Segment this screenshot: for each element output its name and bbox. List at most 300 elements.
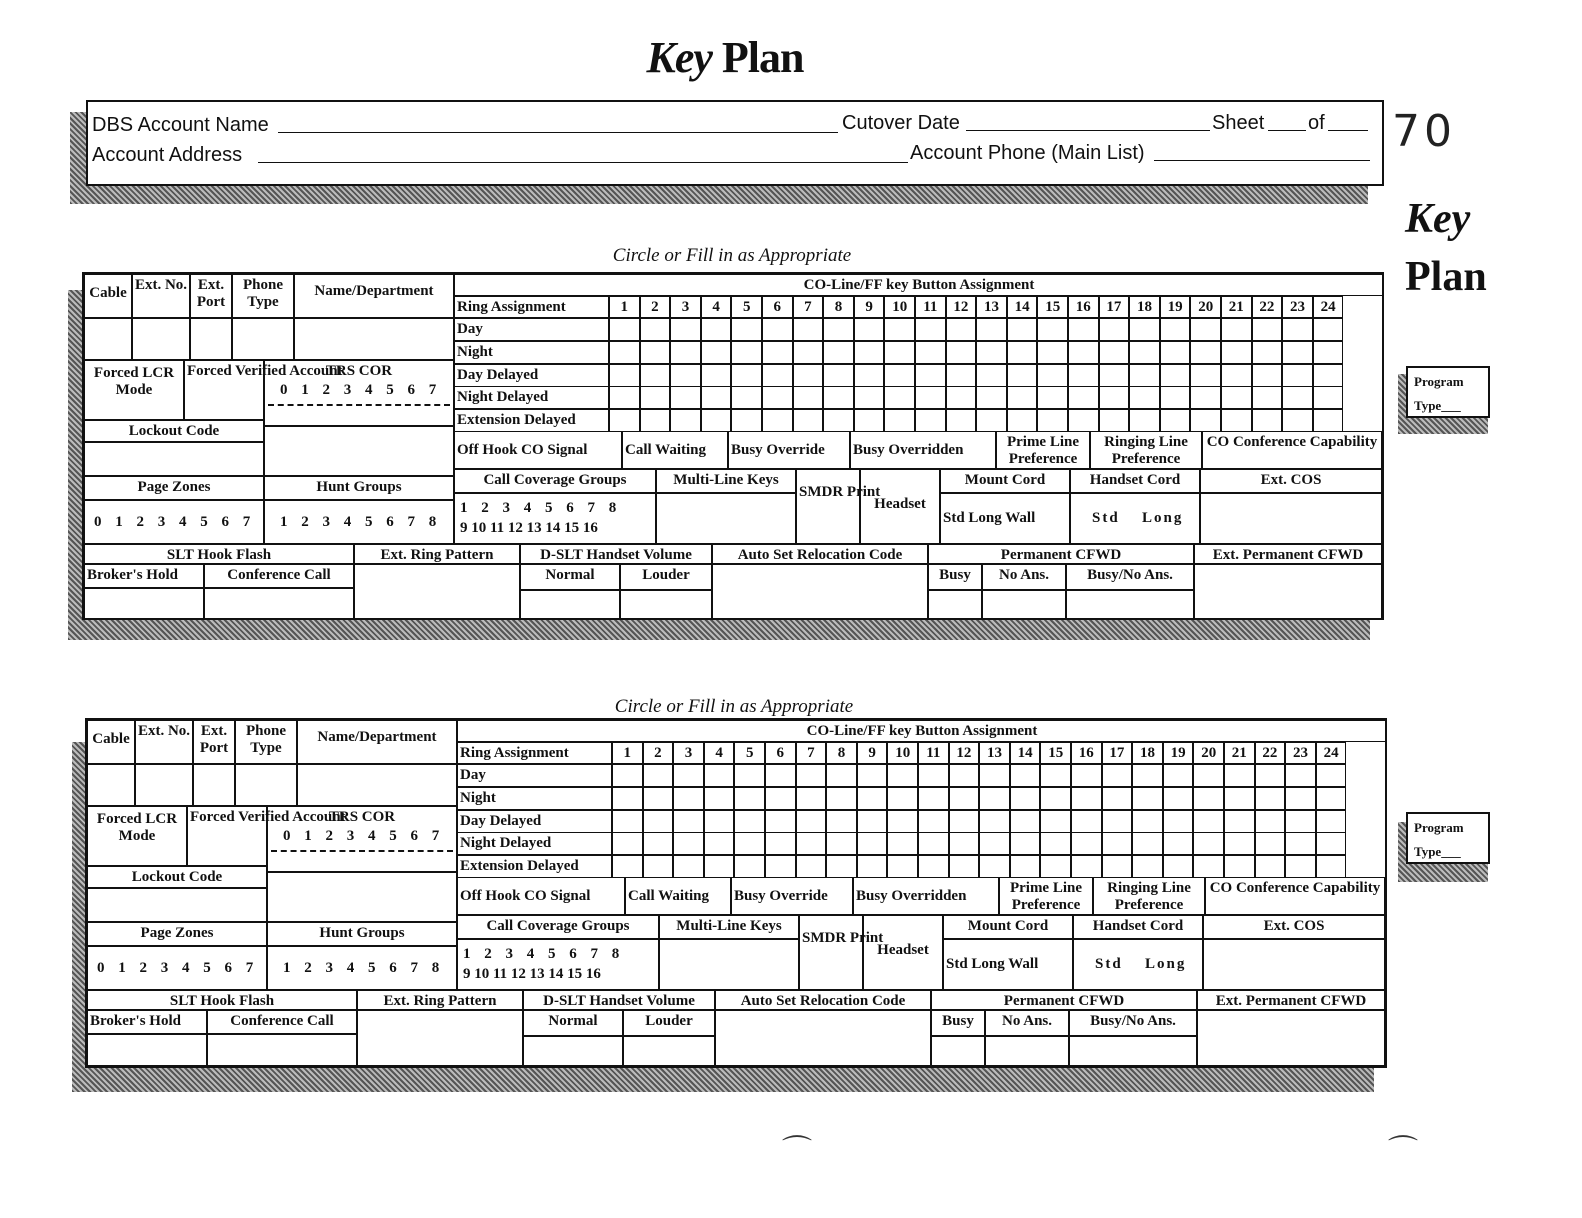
ring-cell[interactable]: [765, 832, 796, 855]
ring-cell[interactable]: [1193, 764, 1224, 787]
ring-cell[interactable]: [857, 764, 888, 787]
ring-cell[interactable]: [1132, 832, 1163, 855]
ring-cell[interactable]: [673, 832, 704, 855]
normal-field[interactable]: [523, 1036, 623, 1066]
ring-cell[interactable]: [796, 810, 827, 833]
ring-cell[interactable]: [1071, 832, 1102, 855]
name-department-field[interactable]: [294, 318, 454, 360]
ring-cell[interactable]: [1163, 810, 1194, 833]
ring-cell[interactable]: [643, 787, 674, 810]
ring-cell[interactable]: [1010, 810, 1041, 833]
ring-cell[interactable]: [640, 409, 671, 432]
ring-cell[interactable]: [915, 341, 946, 364]
ring-cell[interactable]: [1040, 832, 1071, 855]
multi-line-keys-field[interactable]: [656, 493, 796, 544]
ring-cell[interactable]: [826, 787, 857, 810]
ring-cell[interactable]: [762, 386, 793, 409]
ring-cell[interactable]: [1129, 318, 1160, 341]
ring-cell[interactable]: [704, 855, 735, 878]
ring-cell[interactable]: [1007, 409, 1038, 432]
ring-cell[interactable]: [640, 364, 671, 387]
ring-cell[interactable]: [1313, 409, 1344, 432]
auto-set-relocation-field[interactable]: [712, 564, 928, 620]
ring-cell[interactable]: [701, 318, 732, 341]
ring-cell[interactable]: [731, 318, 762, 341]
account-address-field[interactable]: [258, 162, 908, 163]
ring-cell[interactable]: [1007, 341, 1038, 364]
ring-cell[interactable]: [793, 386, 824, 409]
ring-cell[interactable]: [704, 832, 735, 855]
ring-cell[interactable]: [609, 364, 640, 387]
ring-cell[interactable]: [1190, 341, 1221, 364]
ring-cell[interactable]: [796, 855, 827, 878]
ext-port-field[interactable]: [190, 318, 232, 360]
ring-cell[interactable]: [731, 409, 762, 432]
ring-cell[interactable]: [1007, 318, 1038, 341]
ring-cell[interactable]: [762, 318, 793, 341]
ring-cell[interactable]: [918, 855, 949, 878]
ring-cell[interactable]: [826, 764, 857, 787]
ring-cell[interactable]: [1132, 764, 1163, 787]
ring-cell[interactable]: [1102, 832, 1133, 855]
cfwd-busy-field[interactable]: [931, 1036, 985, 1066]
ring-cell[interactable]: [793, 341, 824, 364]
ring-cell[interactable]: [1255, 810, 1286, 833]
ring-cell[interactable]: [887, 832, 918, 855]
ring-cell[interactable]: [1132, 855, 1163, 878]
button-number-label: 2: [651, 299, 659, 315]
lockout-code-field[interactable]: [87, 888, 267, 922]
ring-cell[interactable]: [1313, 364, 1344, 387]
ring-cell[interactable]: [826, 810, 857, 833]
ring-cell[interactable]: [673, 810, 704, 833]
ring-cell[interactable]: [612, 855, 643, 878]
ring-cell[interactable]: [643, 855, 674, 878]
button-number-17: [1099, 296, 1130, 318]
ring-cell[interactable]: [1190, 318, 1221, 341]
ring-cell[interactable]: [949, 832, 980, 855]
ring-cell[interactable]: [1099, 318, 1130, 341]
button-number-20: [1193, 742, 1224, 764]
cfwd-busy-no-ans-field[interactable]: [1069, 1036, 1197, 1066]
ring-cell[interactable]: [1193, 787, 1224, 810]
ring-cell[interactable]: [946, 318, 977, 341]
ring-cell[interactable]: [887, 810, 918, 833]
ring-cell[interactable]: [887, 764, 918, 787]
ring-cell[interactable]: [1285, 764, 1316, 787]
ring-cell[interactable]: [670, 364, 701, 387]
ring-cell[interactable]: [1040, 810, 1071, 833]
ring-cell[interactable]: [1252, 341, 1283, 364]
ring-cell[interactable]: [946, 386, 977, 409]
ring-cell[interactable]: [793, 364, 824, 387]
ring-cell[interactable]: [670, 409, 701, 432]
ring-cell[interactable]: [979, 855, 1010, 878]
ring-cell[interactable]: [670, 386, 701, 409]
ext-no-field[interactable]: [135, 764, 193, 806]
ring-cell[interactable]: [1160, 386, 1191, 409]
ring-cell[interactable]: [643, 764, 674, 787]
ring-cell[interactable]: [731, 341, 762, 364]
ring-cell[interactable]: [1163, 787, 1194, 810]
ring-cell[interactable]: [1160, 409, 1191, 432]
ring-cell[interactable]: [670, 318, 701, 341]
ring-cell[interactable]: [1037, 386, 1068, 409]
cfwd-no-ans-field[interactable]: [982, 590, 1066, 620]
ring-cell[interactable]: [946, 364, 977, 387]
ring-cell[interactable]: [793, 318, 824, 341]
louder-field[interactable]: [620, 590, 712, 620]
ring-cell[interactable]: [1102, 810, 1133, 833]
ring-cell[interactable]: [796, 832, 827, 855]
ring-cell[interactable]: [1132, 810, 1163, 833]
ring-cell[interactable]: [1037, 318, 1068, 341]
ring-cell[interactable]: [1252, 318, 1283, 341]
ring-cell[interactable]: [762, 341, 793, 364]
ring-cell[interactable]: [734, 832, 765, 855]
ring-cell[interactable]: [1252, 409, 1283, 432]
ring-cell[interactable]: [762, 409, 793, 432]
ring-cell[interactable]: [1129, 341, 1160, 364]
ring-cell[interactable]: [1163, 855, 1194, 878]
trs-cor-field[interactable]: [267, 872, 457, 922]
cutover-date-field[interactable]: [966, 130, 1210, 131]
button-number-18: [1132, 742, 1163, 764]
ring-cell[interactable]: [734, 855, 765, 878]
ring-cell[interactable]: [1040, 855, 1071, 878]
ring-cell[interactable]: [1099, 341, 1130, 364]
ring-cell[interactable]: [1037, 364, 1068, 387]
ext-permanent-cfwd-field[interactable]: [1194, 564, 1382, 620]
ring-cell[interactable]: [731, 364, 762, 387]
ring-cell[interactable]: [612, 810, 643, 833]
ring-cell[interactable]: [1190, 409, 1221, 432]
ring-cell[interactable]: [949, 855, 980, 878]
cfwd-no-ans: [982, 564, 1066, 590]
ring-cell[interactable]: [1224, 832, 1255, 855]
ring-cell[interactable]: [918, 764, 949, 787]
ring-cell[interactable]: [1221, 364, 1252, 387]
ring-cell[interactable]: [918, 787, 949, 810]
ring-cell[interactable]: [734, 764, 765, 787]
ring-cell[interactable]: [823, 318, 854, 341]
ring-cell[interactable]: [1316, 764, 1347, 787]
ring-cell[interactable]: [734, 810, 765, 833]
ring-cell[interactable]: [915, 318, 946, 341]
ring-cell[interactable]: [1190, 364, 1221, 387]
ring-cell[interactable]: [1282, 318, 1313, 341]
ring-cell[interactable]: [979, 787, 1010, 810]
ring-cell[interactable]: [1221, 318, 1252, 341]
ring-cell[interactable]: [1255, 855, 1286, 878]
ring-cell[interactable]: [1068, 341, 1099, 364]
ring-cell[interactable]: [826, 855, 857, 878]
ring-cell[interactable]: [609, 409, 640, 432]
ring-cell[interactable]: [1285, 787, 1316, 810]
ring-cell[interactable]: [1099, 386, 1130, 409]
button-number-label: 14: [1014, 299, 1030, 315]
ring-cell[interactable]: [1007, 386, 1038, 409]
trs-cor-field[interactable]: [264, 426, 454, 476]
ext-ring-pattern-field[interactable]: [357, 1010, 523, 1066]
ring-cell[interactable]: [701, 409, 732, 432]
ring-cell[interactable]: [1037, 409, 1068, 432]
ring-cell[interactable]: [1255, 832, 1286, 855]
ring-cell[interactable]: [612, 787, 643, 810]
cable-field[interactable]: [84, 318, 132, 360]
ring-cell[interactable]: [857, 855, 888, 878]
multi-line-keys-field[interactable]: [659, 939, 799, 990]
ring-cell[interactable]: [1068, 409, 1099, 432]
ring-cell[interactable]: [976, 341, 1007, 364]
ring-cell[interactable]: [1282, 386, 1313, 409]
ring-cell[interactable]: [979, 764, 1010, 787]
ring-cell[interactable]: [1313, 341, 1344, 364]
ring-cell[interactable]: [765, 810, 796, 833]
ring-cell[interactable]: [823, 386, 854, 409]
ring-cell[interactable]: [673, 764, 704, 787]
ring-cell[interactable]: [1316, 855, 1347, 878]
ring-cell[interactable]: [857, 787, 888, 810]
ring-cell[interactable]: [1224, 764, 1255, 787]
ring-cell[interactable]: [704, 764, 735, 787]
lockout-code-field[interactable]: [84, 442, 264, 476]
ring-cell[interactable]: [670, 341, 701, 364]
ring-cell[interactable]: [1224, 810, 1255, 833]
ring-cell[interactable]: [1282, 409, 1313, 432]
ring-cell[interactable]: [673, 855, 704, 878]
ring-cell[interactable]: [796, 787, 827, 810]
ring-cell[interactable]: [643, 832, 674, 855]
ring-cell[interactable]: [823, 364, 854, 387]
ring-cell[interactable]: [1221, 409, 1252, 432]
ring-cell[interactable]: [1037, 341, 1068, 364]
ext-port-field[interactable]: [193, 764, 235, 806]
ring-cell[interactable]: [918, 810, 949, 833]
ring-cell[interactable]: [1102, 787, 1133, 810]
ring-cell[interactable]: [887, 855, 918, 878]
ring-cell[interactable]: [884, 409, 915, 432]
account-phone-field[interactable]: [1154, 160, 1370, 161]
ring-cell[interactable]: [949, 787, 980, 810]
auto-set-relocation-code: [712, 544, 928, 564]
ring-cell[interactable]: [612, 832, 643, 855]
ext-cos-field[interactable]: [1200, 493, 1382, 544]
ring-cell[interactable]: [1010, 855, 1041, 878]
ring-cell[interactable]: [1224, 855, 1255, 878]
ring-cell[interactable]: [609, 386, 640, 409]
ring-cell[interactable]: [1163, 764, 1194, 787]
ring-cell[interactable]: [979, 832, 1010, 855]
ring-cell[interactable]: [1221, 341, 1252, 364]
ring-cell[interactable]: [1010, 764, 1041, 787]
handset-cord-long: Long: [1145, 956, 1187, 972]
ring-cell[interactable]: [765, 787, 796, 810]
ring-cell[interactable]: [915, 386, 946, 409]
ring-cell[interactable]: [1129, 386, 1160, 409]
phone-type-field[interactable]: [235, 764, 297, 806]
ring-cell[interactable]: [1282, 341, 1313, 364]
mount-cord-options: [940, 493, 1070, 544]
button-number-label: 13: [983, 299, 999, 315]
ring-cell[interactable]: [1099, 364, 1130, 387]
ring-cell[interactable]: [1316, 787, 1347, 810]
ring-cell[interactable]: [823, 341, 854, 364]
ext-no-field[interactable]: [132, 318, 190, 360]
ring-cell[interactable]: [701, 386, 732, 409]
phone-type-field[interactable]: [232, 318, 294, 360]
ring-cell[interactable]: [1068, 318, 1099, 341]
conference-call-label: Conference Call: [227, 567, 331, 583]
ring-cell[interactable]: [1255, 764, 1286, 787]
ring-cell[interactable]: [1221, 386, 1252, 409]
ring-cell[interactable]: [976, 318, 1007, 341]
ext-cos-field[interactable]: [1203, 939, 1385, 990]
ring-cell[interactable]: [640, 341, 671, 364]
ring-cell[interactable]: [1224, 787, 1255, 810]
ring-cell[interactable]: [854, 318, 885, 341]
ext-permanent-cfwd-field[interactable]: [1197, 1010, 1385, 1066]
ring-cell[interactable]: [1313, 318, 1344, 341]
normal-field[interactable]: [520, 590, 620, 620]
ring-cell[interactable]: [857, 832, 888, 855]
ring-cell[interactable]: [857, 810, 888, 833]
ring-cell[interactable]: [704, 787, 735, 810]
cable-field[interactable]: [87, 764, 135, 806]
ring-cell[interactable]: [640, 318, 671, 341]
ring-cell[interactable]: [918, 832, 949, 855]
ring-cell[interactable]: [1007, 364, 1038, 387]
button-number-label: 4: [712, 299, 720, 315]
ring-cell[interactable]: [1160, 318, 1191, 341]
ring-cell[interactable]: [887, 787, 918, 810]
auto-set-relocation-field[interactable]: [715, 1010, 931, 1066]
ring-cell[interactable]: [884, 364, 915, 387]
ring-cell[interactable]: [1071, 810, 1102, 833]
ring-cell[interactable]: [854, 409, 885, 432]
sheet-field[interactable]: [1268, 130, 1306, 131]
sheet-of-field[interactable]: [1328, 130, 1368, 131]
ring-cell[interactable]: [762, 364, 793, 387]
ring-cell[interactable]: [884, 341, 915, 364]
ring-cell[interactable]: [1040, 764, 1071, 787]
ring-cell[interactable]: [1068, 364, 1099, 387]
ring-cell[interactable]: [1129, 409, 1160, 432]
ring-cell[interactable]: [793, 409, 824, 432]
ring-cell[interactable]: [734, 787, 765, 810]
button-number-13: [979, 742, 1010, 764]
ext-ring-pattern-field[interactable]: [354, 564, 520, 620]
account-name-field[interactable]: [278, 132, 838, 133]
cfwd-busy-no-ans-field[interactable]: [1066, 590, 1194, 620]
ring-cell[interactable]: [1160, 341, 1191, 364]
ring-cell[interactable]: [1071, 787, 1102, 810]
ring-cell[interactable]: [946, 341, 977, 364]
ring-cell[interactable]: [1190, 386, 1221, 409]
ring-cell[interactable]: [1071, 855, 1102, 878]
ring-cell[interactable]: [946, 409, 977, 432]
ring-cell[interactable]: [1252, 364, 1283, 387]
ring-cell[interactable]: [1102, 855, 1133, 878]
ring-cell[interactable]: [1099, 409, 1130, 432]
ring-cell[interactable]: [1282, 364, 1313, 387]
ring-cell[interactable]: [1068, 386, 1099, 409]
louder-field[interactable]: [623, 1036, 715, 1066]
conference-call-field[interactable]: [207, 1034, 357, 1066]
forced-verified-account: [184, 360, 343, 420]
ring-cell[interactable]: [979, 810, 1010, 833]
ring-cell[interactable]: [609, 341, 640, 364]
ring-cell[interactable]: [673, 787, 704, 810]
ring-cell[interactable]: [976, 409, 1007, 432]
ring-cell[interactable]: [1160, 364, 1191, 387]
ring-cell[interactable]: [1316, 810, 1347, 833]
ring-cell[interactable]: [976, 364, 1007, 387]
brokers-hold-field[interactable]: [87, 1034, 207, 1066]
ring-cell[interactable]: [826, 832, 857, 855]
ring-cell[interactable]: [765, 764, 796, 787]
ring-cell[interactable]: [823, 409, 854, 432]
ring-cell[interactable]: [640, 386, 671, 409]
ring-cell[interactable]: [854, 341, 885, 364]
ring-cell[interactable]: [1163, 832, 1194, 855]
ring-cell[interactable]: [731, 386, 762, 409]
ring-cell[interactable]: [1285, 855, 1316, 878]
ring-cell[interactable]: [609, 318, 640, 341]
ring-cell[interactable]: [884, 386, 915, 409]
ring-cell[interactable]: [949, 764, 980, 787]
ring-cell[interactable]: [884, 318, 915, 341]
ring-cell[interactable]: [1193, 855, 1224, 878]
ring-cell[interactable]: [1010, 787, 1041, 810]
brokers-hold-field[interactable]: [84, 588, 204, 620]
ring-cell[interactable]: [1313, 386, 1344, 409]
cfwd-no-ans-field[interactable]: [985, 1036, 1069, 1066]
name-department-field[interactable]: [297, 764, 457, 806]
ring-cell[interactable]: [1252, 386, 1283, 409]
mount-cord-options-label: Std Long Wall: [943, 510, 1036, 526]
ring-cell[interactable]: [796, 764, 827, 787]
ring-cell[interactable]: [1040, 787, 1071, 810]
ring-cell[interactable]: [854, 364, 885, 387]
ring-cell[interactable]: [1010, 832, 1041, 855]
ring-cell[interactable]: [1285, 832, 1316, 855]
conference-call-field[interactable]: [204, 588, 354, 620]
ring-cell[interactable]: [701, 364, 732, 387]
ring-cell[interactable]: [612, 764, 643, 787]
ring-cell[interactable]: [1071, 764, 1102, 787]
ring-cell[interactable]: [1193, 832, 1224, 855]
ring-cell[interactable]: [1316, 832, 1347, 855]
ring-cell[interactable]: [704, 810, 735, 833]
ring-cell[interactable]: [765, 855, 796, 878]
ring-cell[interactable]: [915, 364, 946, 387]
ring-cell[interactable]: [976, 386, 1007, 409]
ring-cell[interactable]: [1193, 810, 1224, 833]
ring-cell[interactable]: [1102, 764, 1133, 787]
ring-cell[interactable]: [949, 810, 980, 833]
button-number-8: [826, 742, 857, 764]
ring-cell[interactable]: [915, 409, 946, 432]
ring-cell[interactable]: [701, 341, 732, 364]
ring-cell[interactable]: [643, 810, 674, 833]
ring-cell[interactable]: [854, 386, 885, 409]
ring-cell[interactable]: [1129, 364, 1160, 387]
ring-cell[interactable]: [1285, 810, 1316, 833]
cfwd-busy-field[interactable]: [928, 590, 982, 620]
ring-cell[interactable]: [1132, 787, 1163, 810]
ring-cell[interactable]: [1255, 787, 1286, 810]
